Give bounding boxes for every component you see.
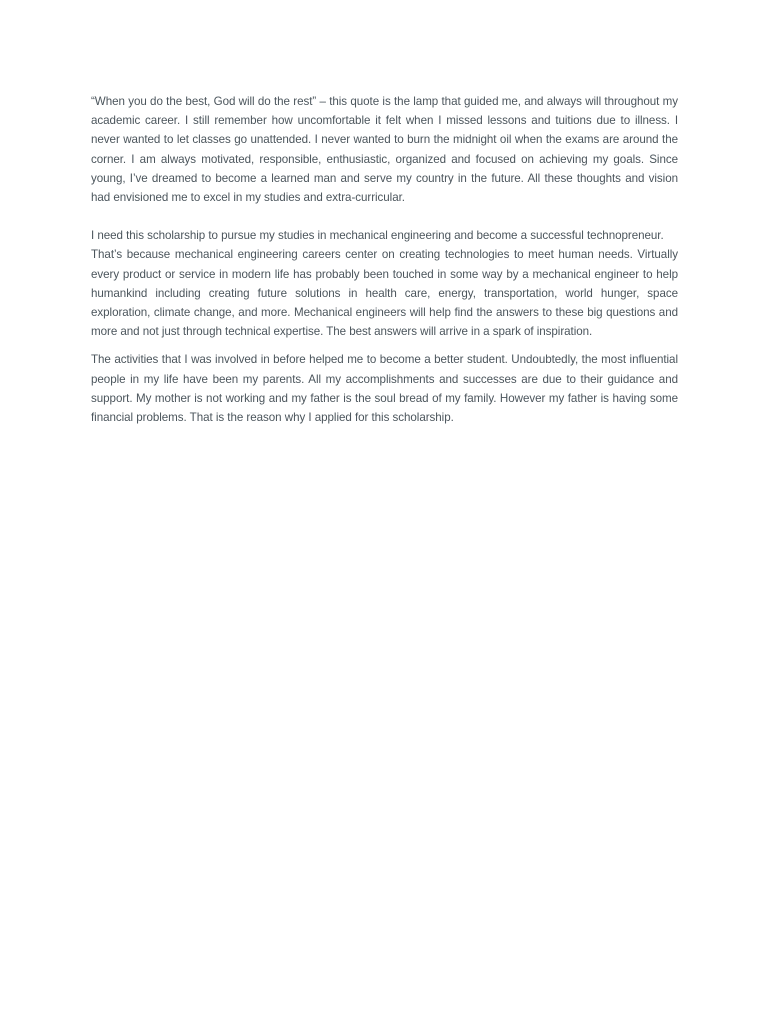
paragraph-family-background: The activities that I was involved in before helped me to become a better student. Undoubtedly, the most influential people in my life have been my parents. All my accomplishments and successes are due to their guidance and support. My mother is not working and my father is the soul bread of my family. However my father is having some financial problems. That is the reason why I applied for this scholarship. <box>91 353 678 425</box>
essay-body <box>91 92 678 427</box>
paragraph-scholarship-purpose: I need this scholarship to pursue my studies in mechanical engineering and become a successful technopreneur. <box>91 229 664 243</box>
paragraph-motivation-quote: “When you do the best, God will do the rest” – this quote is the lamp that guided me, and always will throughout my academic career. I still remember how uncomfortable it felt when I missed lessons and tuitions due to illness. I never wanted to let classes go unattended. I never wanted to burn the midnight oil when the exams are around the corner. I am always motivated, responsible, enthusiastic, organized and focused on achieving my goals. Since young, I’ve dreamed to become a learned man and serve my country in the future. All these thoughts and vision had envisioned me to excel in my studies and extra-curricular. <box>91 95 678 205</box>
paragraph-mechanical-engineering: That’s because mechanical engineering careers center on creating technologies to meet human needs. Virtually every product or service in modern life has probably been touched in some way by a mechanical engineer to help humankind including creating future solutions in health care, energy, transportation, world hunger, space exploration, climate change, and more. Mechanical engineers will help find the answers to these big questions and more and not just through technical expertise. The best answers will arrive in a spark of inspiration. <box>91 248 678 339</box>
